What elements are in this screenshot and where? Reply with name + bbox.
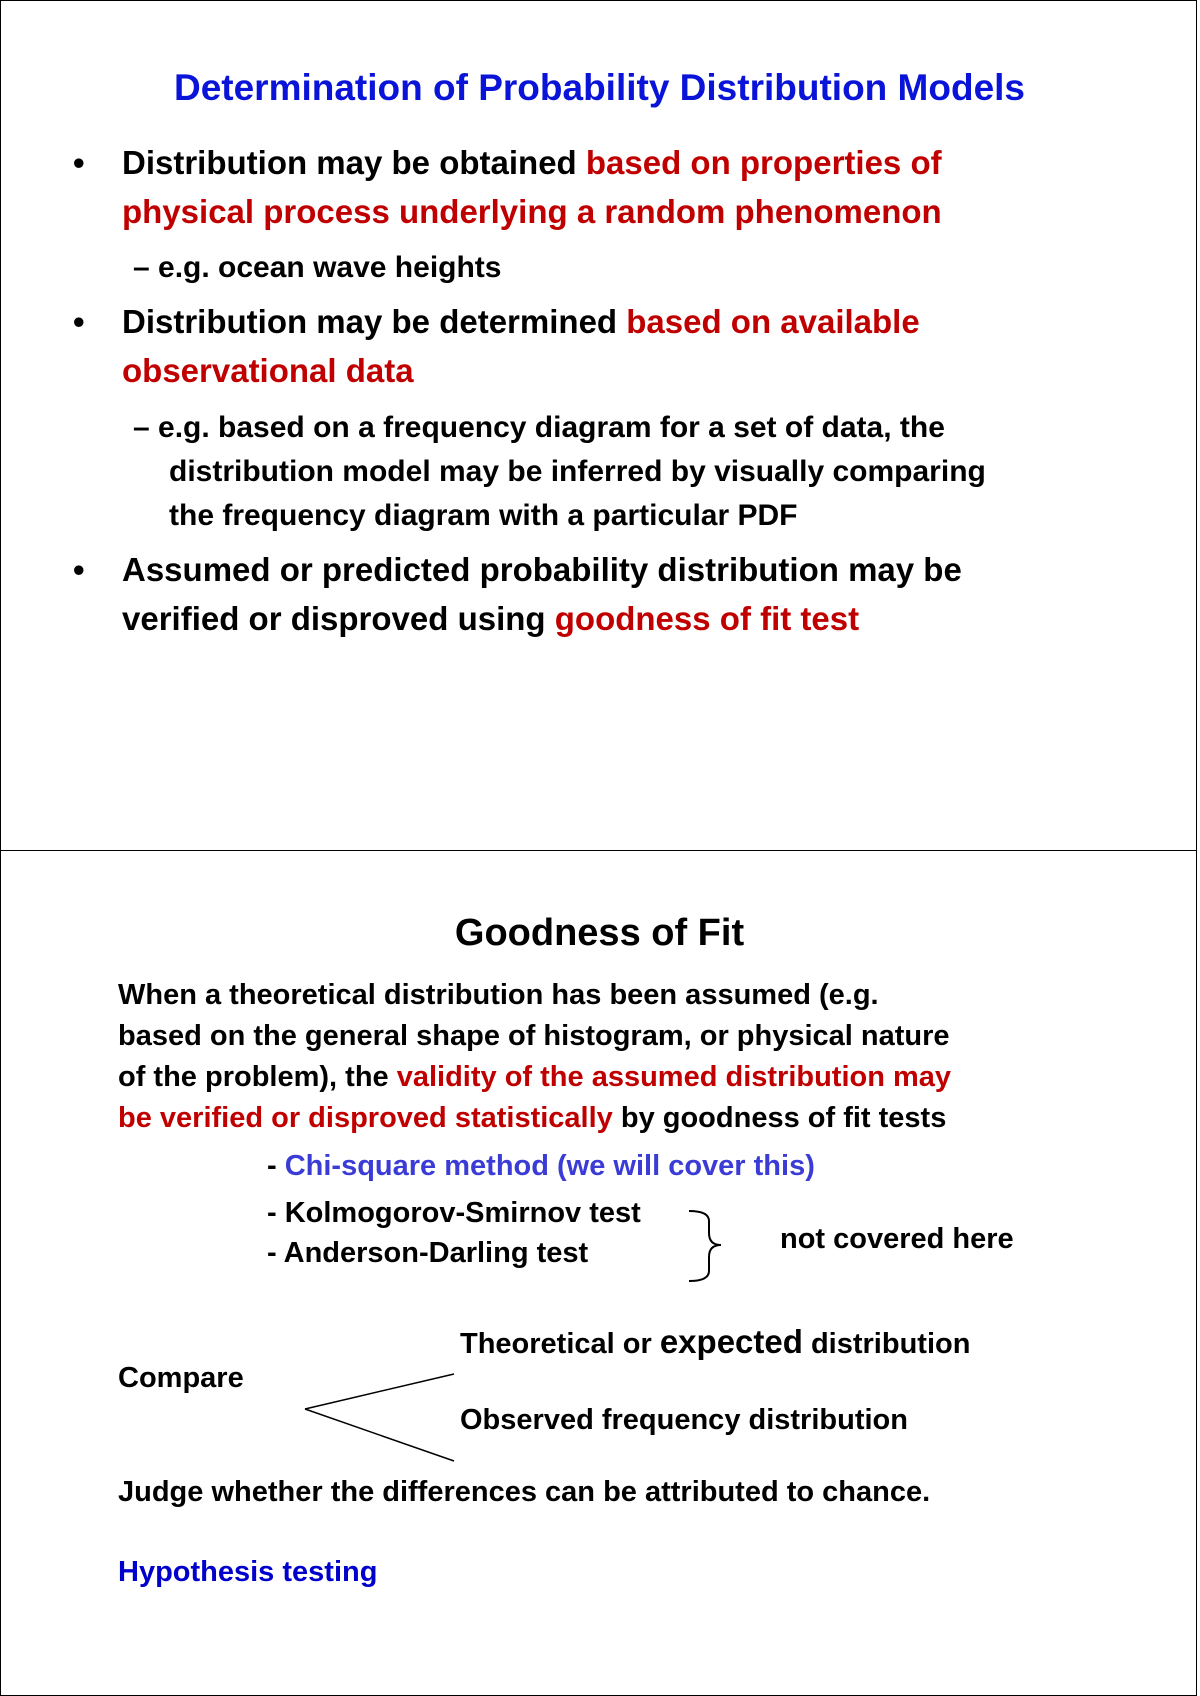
- bullet-3-text: verified or disproved using: [122, 600, 555, 637]
- dash-marker: –: [133, 251, 150, 284]
- sub-bullet-2-line-2: distribution model may be inferred by visually comparing: [169, 455, 986, 488]
- observed-distribution-label: Observed frequency distribution: [460, 1404, 908, 1436]
- slide2-title: Goodness of Fit: [454, 912, 745, 954]
- bullet-2-highlight: based on available: [626, 303, 920, 340]
- brace-icon: [681, 1207, 741, 1287]
- intro-line-3: [118, 1061, 951, 1094]
- theoretical-distribution-label: [460, 1323, 970, 1361]
- intro-text: by goodness of fit tests: [612, 1102, 947, 1134]
- dash-marker: –: [133, 411, 150, 444]
- intro-line-4: [118, 1102, 946, 1135]
- not-covered-label: not covered here: [780, 1223, 1014, 1255]
- sub-bullet-2-line-3: the frequency diagram with a particular PDF: [169, 499, 798, 532]
- hypothesis-testing-label: Hypothesis testing: [118, 1556, 378, 1588]
- bullet-2-line-1: [122, 303, 920, 341]
- theoretical-text: Theoretical or: [460, 1328, 660, 1360]
- bullet-3-line-1: Assumed or predicted probability distribution may be: [122, 551, 962, 588]
- bullet-3-highlight: goodness of fit test: [554, 600, 860, 637]
- expected-emphasis: expected: [659, 1323, 803, 1360]
- slide-goodness-of-fit: [0, 850, 1197, 1696]
- bullet-1-text: Distribution may be obtained: [122, 144, 586, 181]
- sub-bullet-1: [133, 251, 501, 285]
- bullet-1-line-2: physical process underlying a random phenomenon: [122, 193, 942, 230]
- bullet-marker: •: [73, 144, 85, 181]
- intro-line-2: based on the general shape of histogram, or physical nature: [118, 1020, 950, 1052]
- method-chi-square: [267, 1150, 815, 1183]
- intro-highlight: be verified or disproved statistically: [118, 1102, 613, 1134]
- bullet-2-text: Distribution may be determined: [122, 303, 627, 340]
- bullet-1-highlight: based on properties of: [585, 144, 942, 181]
- theoretical-text: distribution: [802, 1328, 971, 1360]
- method-kolmogorov-smirnov: - Kolmogorov-Smirnov test: [267, 1197, 641, 1229]
- list-dash: -: [267, 1150, 285, 1182]
- bullet-1-line-1: [122, 144, 942, 182]
- chi-square-label: Chi-square method (we will cover this): [284, 1150, 815, 1182]
- intro-highlight: validity of the assumed distribution may: [396, 1061, 952, 1093]
- bullet-2-line-2: observational data: [122, 352, 414, 389]
- compare-lines-icon: [301, 1371, 461, 1471]
- sub-bullet-1-text: e.g. ocean wave heights: [158, 251, 502, 284]
- bullet-marker: •: [73, 303, 85, 340]
- intro-line-1: When a theoretical distribution has been assumed (e.g.: [118, 979, 879, 1011]
- bullet-marker: •: [73, 551, 85, 588]
- judge-statement: Judge whether the differences can be attributed to chance.: [118, 1476, 931, 1508]
- compare-label: Compare: [118, 1362, 244, 1394]
- slide1-title: Determination of Probability Distribution Models: [173, 67, 1026, 108]
- sub-bullet-2-line-1: [133, 411, 945, 445]
- method-anderson-darling: - Anderson-Darling test: [267, 1237, 589, 1269]
- bullet-3-line-2: [122, 600, 859, 638]
- intro-text: of the problem), the: [118, 1061, 397, 1093]
- sub-bullet-2-text: e.g. based on a frequency diagram for a set of data, the: [158, 411, 945, 444]
